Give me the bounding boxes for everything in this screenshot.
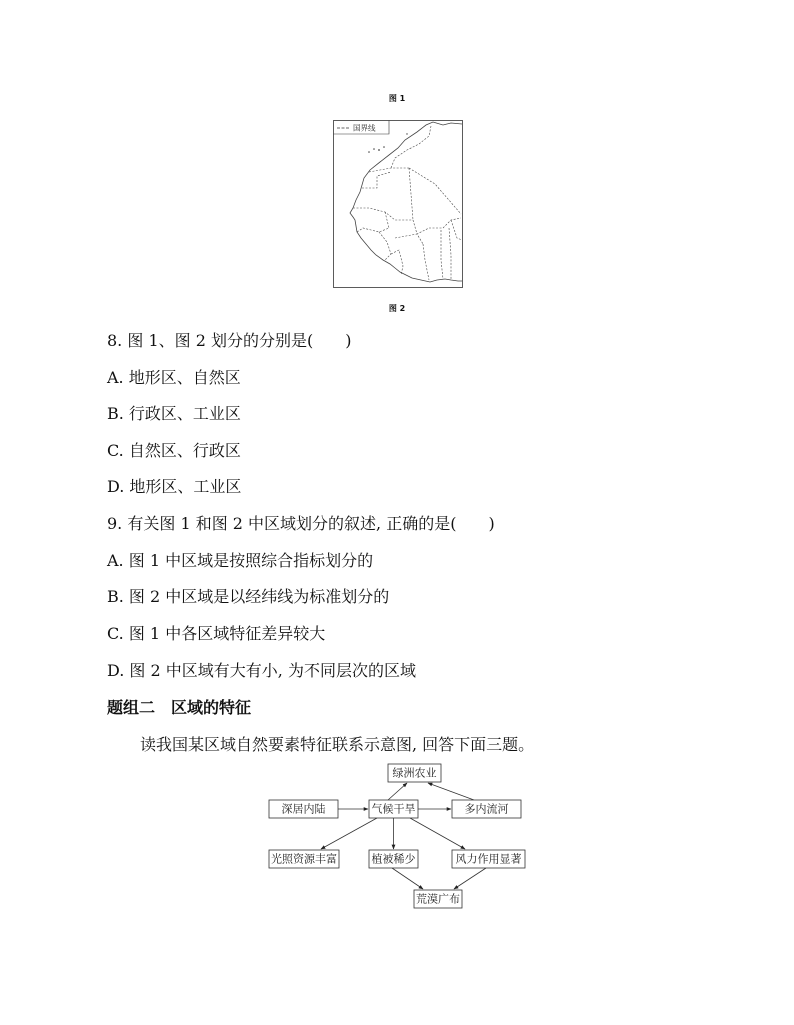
arrow-arid-to-sunshine [321, 818, 377, 849]
arrow-arid-to-wind [410, 818, 465, 849]
node-desert-label: 荒漠广布 [416, 892, 460, 906]
question-9-option-b: B. 图 2 中区域是以经纬线为标准划分的 [107, 587, 390, 606]
node-wind-label: 风力作用显著 [455, 852, 522, 866]
question-9-option-c: C. 图 1 中各区域特征差异较大 [107, 624, 326, 643]
question-9-option-a: A. 图 1 中区域是按照综合指标划分的 [107, 551, 374, 570]
question-9-stem: 9. 有关图 1 和图 2 中区域划分的叙述, 正确的是( ) [107, 514, 495, 533]
node-arid-climate [369, 800, 418, 818]
natural-factors-diagram [260, 758, 535, 914]
node-widespread-desert [414, 890, 462, 908]
arrow-vegetation-to-desert [392, 868, 423, 889]
node-inland-rivers [452, 800, 521, 818]
node-arid-label: 气候干旱 [371, 802, 416, 816]
question-8-option-c: C. 自然区、行政区 [107, 441, 241, 460]
arrow-arid-to-oasis [388, 783, 407, 800]
node-sparse-vegetation [369, 850, 418, 868]
diagram-arrows [321, 783, 486, 889]
question-8-option-a: A. 地形区、自然区 [107, 368, 241, 387]
node-vegetation-label: 植被稀少 [371, 852, 416, 866]
node-oasis-label: 绿洲农业 [392, 766, 437, 780]
question-8-option-b: B. 行政区、工业区 [107, 404, 241, 423]
figure-1-caption: 图 1 [388, 94, 406, 103]
question-8-option-d: D. 地形区、工业区 [107, 477, 242, 496]
map-frame [334, 121, 463, 288]
section-heading: 题组二 区域的特征 [107, 698, 252, 717]
node-rich-sunshine [269, 850, 339, 868]
question-9-option-d: D. 图 2 中区域有大有小, 为不同层次的区域 [107, 661, 416, 680]
section-intro: 读我国某区域自然要素特征联系示意图, 回答下面三题。 [140, 735, 535, 754]
node-deep-inland [269, 800, 338, 818]
node-strong-wind [452, 850, 525, 868]
node-sunshine-label: 光照资源丰富 [271, 852, 337, 866]
figure-2-caption: 图 2 [388, 304, 406, 313]
west-africa-map [333, 120, 463, 288]
node-inland-label: 深居内陆 [281, 802, 326, 816]
node-rivers-label: 多内流河 [464, 802, 509, 816]
arrow-wind-to-desert [454, 868, 486, 889]
legend-label: 国界线 [353, 123, 376, 133]
question-8-stem: 8. 图 1、图 2 划分的分别是( ) [107, 331, 352, 350]
node-oasis-agriculture [388, 764, 441, 782]
arrow-rivers-to-oasis [428, 783, 474, 800]
